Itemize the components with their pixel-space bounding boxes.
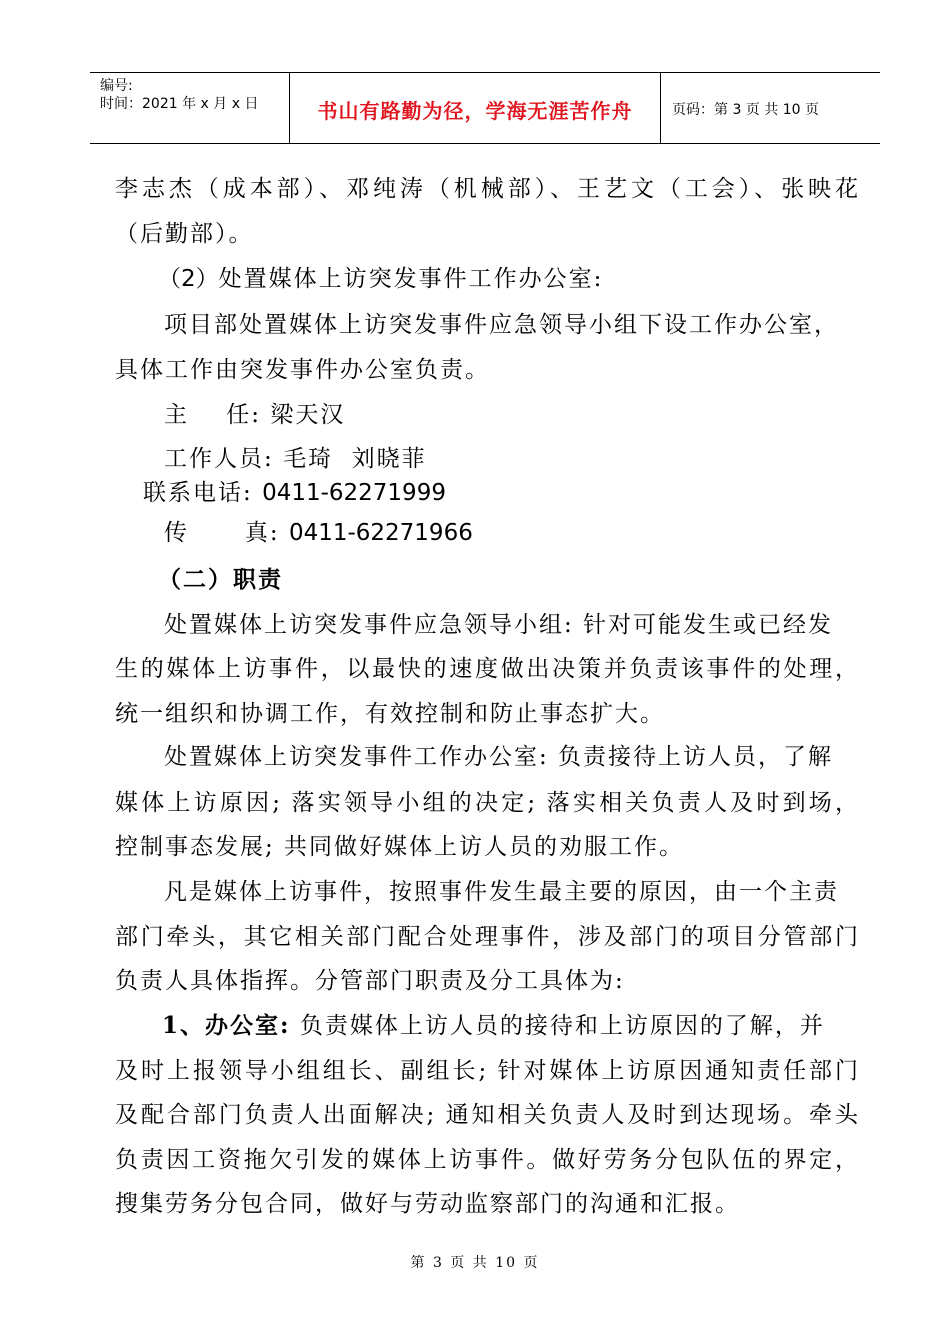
duty-item-text: 负责媒体上访人员的接待和上访原因的了解，并 [299,1013,825,1039]
paragraph-line: 及配合部门负责人出面解决; 通知相关负责人及时到达现场。牵头 [115,1102,859,1128]
fax-number: 0411-62271966 [288,520,473,546]
field-label: 工作人员: [164,446,274,472]
paragraph-line: 李志杰（成本部）、邓纯涛（机械部）、王艺文（工会）、张映花 [115,176,859,202]
section-heading [158,264,603,294]
paragraph-line: 处置媒体上访突发事件工作办公室: 负责接待上访人员，了解 [164,744,834,770]
paragraph-line: 搜集劳务分包合同，做好与劳动监察部门的沟通和汇报。 [115,1191,740,1217]
fax-row [164,518,473,548]
section-title: 处置媒体上访突发事件工作办公室: [218,266,604,292]
section-number: （2） [158,266,219,292]
section-heading-duties: （二）职责 [158,566,283,593]
paragraph-line: 项目部处置媒体上访突发事件应急领导小组下设工作办公室， [164,312,839,338]
paragraph-line: 凡是媒体上访事件，按照事件发生最主要的原因，由一个主责 [164,879,839,905]
paragraph-line: 及时上报领导小组组长、副组长; 针对媒体上访原因通知责任部门 [115,1058,859,1084]
paragraph-line: 统一组织和协调工作，有效控制和防止事态扩大。 [115,701,665,727]
contact-phone-row [143,478,446,508]
paragraph-line: 具体工作由突发事件办公室负责。 [115,357,490,383]
paragraph-line: 媒体上访原因; 落实领导小组的决定; 落实相关负责人及时到场， [115,790,859,816]
staff-row-director [164,400,345,430]
field-label: 联系电话: [143,480,253,506]
paragraph-line: 处置媒体上访突发事件应急领导小组: 针对可能发生或已经发 [164,612,834,638]
document-code-label: 编号: [100,78,133,94]
header-divider [660,73,661,143]
document-time: 时间：2021 年 x 月 x 日 [100,96,259,112]
page-footer: 第 3 页 共 10 页 [410,1255,540,1271]
header-motto: 书山有路勤为径，学海无涯苦作舟 [317,99,633,123]
duty-item-title: 1、办公室: [162,1012,291,1039]
field-label: 主 任: [164,402,261,428]
duty-item-office [162,1011,825,1041]
staff-row-members [164,444,427,474]
paragraph-line: 负责人具体指挥。分管部门职责及分工具体为: [115,968,625,994]
field-value: 梁天汉 [270,402,346,428]
field-value: 毛琦 刘晓菲 [283,446,427,472]
paragraph-line: 控制事态发展; 共同做好媒体上访人员的劝服工作。 [115,834,685,860]
paragraph-line: 负责因工资拖欠引发的媒体上访事件。做好劳务分包队伍的界定， [115,1147,859,1173]
paragraph-line: 生的媒体上访事件，以最快的速度做出决策并负责该事件的处理， [115,656,859,682]
header-page-info: 页码：第 3 页 共 10 页 [672,102,819,118]
phone-number: 0411-62271999 [262,480,446,506]
paragraph-line: （后勤部）。 [115,221,254,247]
field-label: 传 真: [164,520,280,546]
header-meta [100,77,258,113]
paragraph-line: 部门牵头，其它相关部门配合处理事件，涉及部门的项目分管部门 [115,924,859,950]
page-header [90,72,880,144]
